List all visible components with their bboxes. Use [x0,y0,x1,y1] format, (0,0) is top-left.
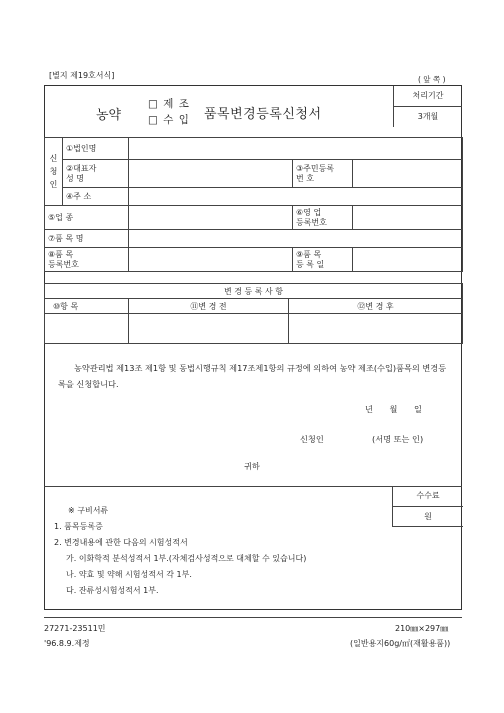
addressee-label: 귀하 [244,461,260,471]
doc-item: 나. 약효 및 약해 시험성적서 각 1부. [66,570,192,579]
form-code: 27271-23511민 [44,624,106,633]
fee-value: 원 [424,512,432,521]
applicant-table [44,137,463,272]
form-title: 품목변경등록신청서 [204,107,322,122]
change-before-header: ⑪변 경 전 [129,299,289,314]
paper-size: 210㎜×297㎜ [395,624,449,633]
change-item-header: ⑩항 목 [45,299,129,314]
business-reg-number-input[interactable] [353,206,463,230]
change-table [44,283,463,344]
change-section-header: 변 경 등 록 사 항 [45,284,463,299]
front-page-label: ( 앞 쪽 ) [418,75,446,84]
form-established-date: '96.8.9.제정 [44,639,90,648]
change-before-input[interactable] [129,314,289,344]
signature-label[interactable]: (서명 또는 인) [372,434,424,444]
change-after-header: ⑫변 경 후 [289,299,463,314]
doc-item: 2. 변경내용에 관한 다음의 시험성적서 [54,538,188,547]
processing-period-label: 처리기간 [393,86,462,107]
business-type-label: ⑤업 종 [45,206,129,230]
title-prefix: 농약 [96,108,122,123]
address-label: ④주 소 [63,188,129,206]
product-name-label: ⑦품 목 명 [45,230,129,248]
business-reg-number-label: ⑥영 업 등록번호 [293,206,353,230]
required-documents [54,503,306,599]
product-reg-number-label: ⑧품 목 등록번호 [45,248,129,272]
doc-item: 다. 잔류성시험성적서 1부. [66,586,159,595]
option-import-checkbox[interactable]: □ 수 입 [148,114,190,126]
resident-number-input[interactable] [353,160,463,188]
declaration-text: 농약관리법 제13조 제1항 및 동법시행규칙 제17조제1항의 규정에 의하여 농약 제조(수입)품목의 변경등록을 신청합니다. [58,363,447,389]
product-reg-number-input[interactable] [129,248,293,272]
applicant-section-label: 신 청 인 [45,138,63,206]
option-manufacture-checkbox[interactable]: □ 제 조 [148,98,190,110]
resident-number-label: ③주민등록 번 호 [293,160,353,188]
footer-divider [44,617,462,618]
business-type-input[interactable] [129,206,293,230]
required-documents-header: ※ 구비서류 [68,506,109,515]
doc-item: 1. 품목등록증 [54,522,103,531]
product-reg-date-label: ⑨품 목 등 록 일 [293,248,353,272]
corp-name-label: ①법인명 [63,138,129,160]
corp-name-input[interactable] [129,138,463,160]
paper-spec: (일반용지60g/㎡(재활용품)) [350,639,451,648]
representative-name-input[interactable] [129,160,293,188]
fee-label: 수수료 [393,486,463,507]
fee-box [392,486,463,527]
product-reg-date-input[interactable] [353,248,463,272]
processing-period-value: 3개월 [393,107,462,127]
applicant-label: 신청인 [300,434,324,444]
form-number-label: [별지 제19호서식] [49,71,115,80]
change-after-input[interactable] [289,314,463,344]
address-input[interactable] [129,188,463,206]
doc-item: 가. 이화학적 분석성적서 1부.(자체검사성적으로 대체할 수 있습니다) [66,554,307,563]
representative-name-label: ②대표자 성 명 [63,160,129,188]
date-line[interactable]: 년 월 일 [365,404,422,414]
product-name-input[interactable] [129,230,463,248]
change-item-input[interactable] [45,314,129,344]
